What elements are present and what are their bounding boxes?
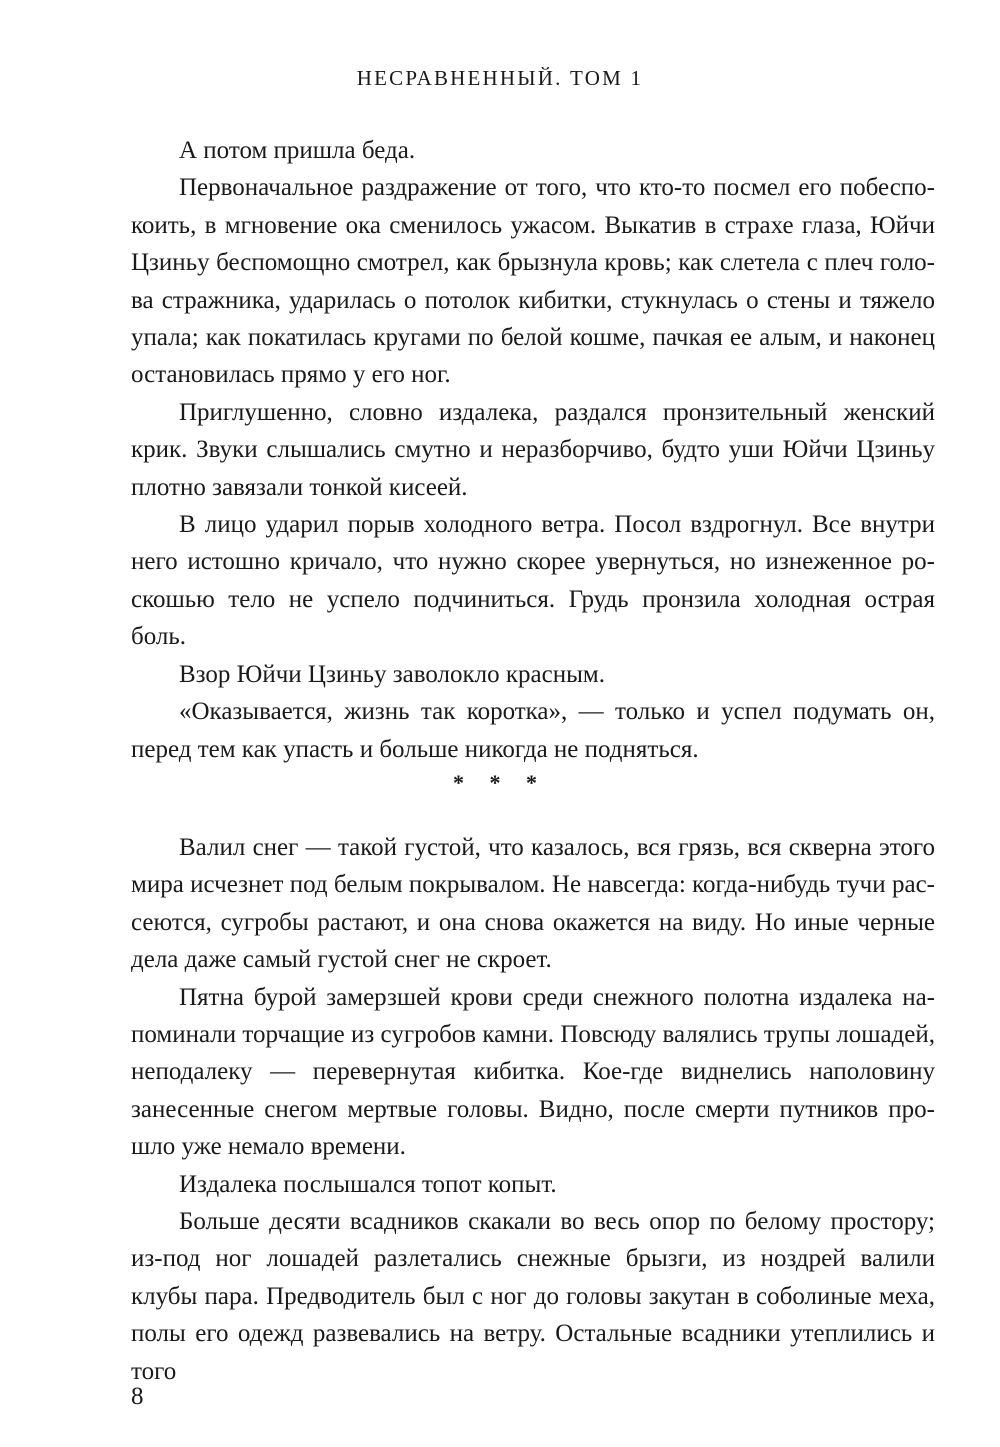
paragraph: А потом пришла беда. xyxy=(179,137,416,164)
paragraph: Издалека послышался топот копыт. xyxy=(179,1170,557,1198)
paragraph: Валил снег — такой густой, что казалось, вся грязь, вся скверна этого мира исчезнет под белым покрывалом. Не навсегда: когда-нибудь тучи рассеются, сугробы растают, и она снова окажется на виду. Но иные черные дела даже самый густой снег не скроет. xyxy=(131,834,935,974)
scene-break: * * * xyxy=(453,770,547,795)
paragraph: Приглушенно, словно издалека, раздался пронзительный женский крик. Звуки слышались смутно и неразборчиво, будто уши Юйчи Цзиньу плотно завязали тонкой кисеей. xyxy=(131,398,935,501)
page-number: 8 xyxy=(131,1383,144,1410)
paragraph: Взор Юйчи Цзиньу заволокло красным. xyxy=(179,660,605,688)
paragraph: Первоначальное раздражение от того, что кто-то посмел его побеспокоить, в мгновение ока сменилось ужасом. Выкатив в страхе глаза, Юйчи Цзиньу беспомощно смотрел, как брызнула кровь; как слетела с плеч голова стражника, ударилась о потолок кибитки, стукнулась о стены и тяжело упала; как покатилась кругами по белой кошме, пачкая ее алым, и наконец остановилась прямо у его ног. xyxy=(131,174,935,389)
text-section-two xyxy=(131,829,935,1390)
paragraph: «Оказывается, жизнь так коротка», — только и успел подумать он, перед тем как упасть и больше никогда не подняться. xyxy=(131,698,935,763)
running-title: НЕСРАВНЕННЫЙ. ТОМ 1 xyxy=(356,66,644,90)
paragraph: В лицо ударил порыв холодного ветра. Посол вздрогнул. Все внутри него истошно кричало, что нужно скорее увернуться, но изнеженное роскошью тело не успело подчиниться. Грудь пронзила холодная острая боль. xyxy=(131,511,935,651)
paragraph: Пятна бурой замерзшей крови среди снежного полотна издалека напоминали торчащие из сугробов камни. Повсюду валялись трупы лошадей, неподалеку — перевернутая кибитка. Кое-где виднелись наполовину занесенные снегом мертвые головы. Видно, после смерти путников прошло уже немало времени. xyxy=(131,983,935,1161)
text-section-one xyxy=(131,132,935,768)
paragraph: Больше десяти всадников скакали во весь опор по белому простору; из-под ног лошадей разлетались снежные брызги, из ноздрей валили клубы пара. Предводитель был с ног до головы закутан в соболиные меха, полы его одежд развевались на ветру. Остальные всадники утеплились и того xyxy=(131,1208,935,1385)
